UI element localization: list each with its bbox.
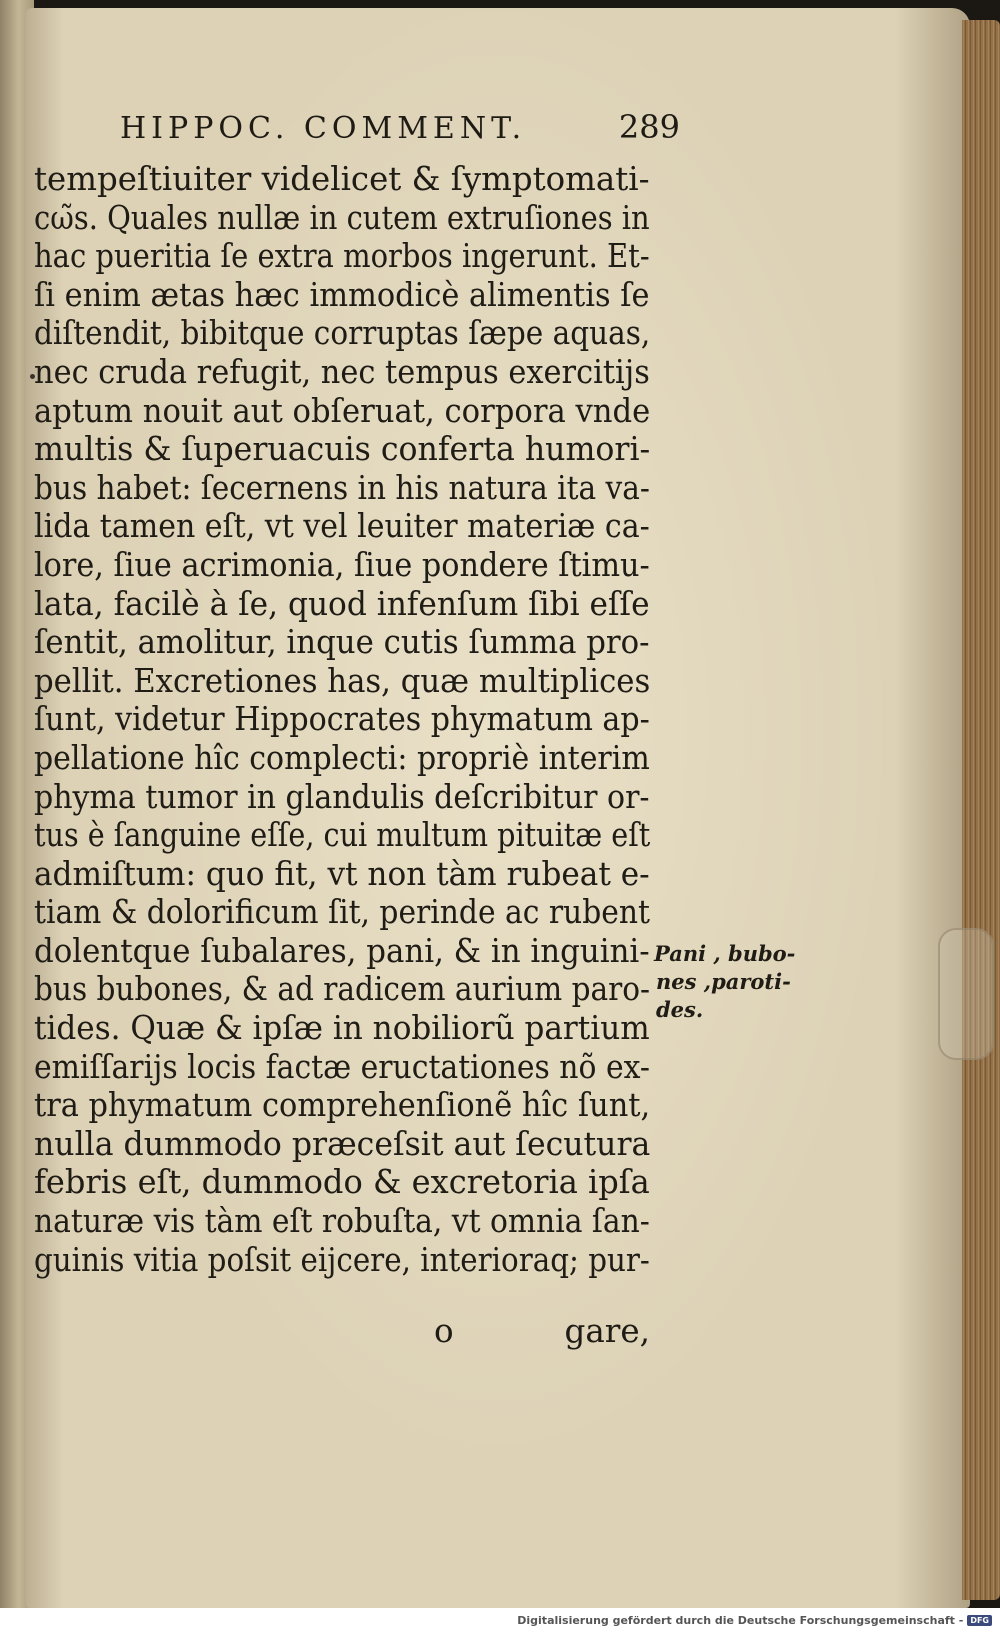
catchword: gare, xyxy=(564,1312,650,1350)
text-line: bus bubones, & ad radicem aurium paro- xyxy=(34,970,651,1009)
margin-note xyxy=(654,940,834,1024)
text-line: admiſtum: quo fit, vt non tàm rubeat e- xyxy=(34,854,650,893)
text-line: phyma tumor in glandulis deſcribitur or- xyxy=(34,777,650,816)
text-line: pellit. Excretiones has, quæ multiplices xyxy=(34,661,651,700)
text-line: hac pueritia ſe extra morbos ingerunt. Et- xyxy=(34,237,650,276)
text-line: lore, ſiue acrimonia, ſiue pondere ſtimu- xyxy=(34,545,650,584)
text-line: tempeſtiuiter videlicet & ſymptomati- xyxy=(34,160,650,198)
text-line: nec cruda refugit, nec tempus exercitijs xyxy=(34,352,650,391)
text-line: ſentit, amolitur, inque cutis ſumma pro- xyxy=(34,623,650,662)
text-line: nulla dummodo præceſsit aut ſecutura xyxy=(34,1124,651,1163)
text-line: febris eſt, dummodo & excretoria ipſa xyxy=(34,1163,650,1202)
text-line: aptum nouit aut obſeruat, corpora vnde xyxy=(34,391,651,430)
text-line: tides. Quæ & ipſæ in nobiliorũ partium xyxy=(34,1009,650,1048)
text-line: naturæ vis tàm eſt robuſta, vt omnia ſan- xyxy=(34,1202,650,1241)
page-edges-stack xyxy=(962,20,1000,1600)
text-line: guinis vitia poſsit eijcere, interioraq; pur- xyxy=(34,1240,650,1279)
body-text xyxy=(34,160,674,1279)
text-line: cω̃s. Quales nullæ in cutem extruſiones in xyxy=(34,198,650,237)
catchword-row xyxy=(34,1312,650,1352)
bookmark-tab xyxy=(938,928,994,1060)
signature-mark: o xyxy=(434,1312,454,1350)
funding-credit xyxy=(517,1614,992,1627)
running-head xyxy=(120,108,680,146)
text-line: diſtendit, bibitque corruptas ſæpe aquas, xyxy=(34,314,651,353)
text-line: emiſſarijs locis factæ eructationes nõ ex- xyxy=(34,1047,650,1086)
text-line: multis & ſuperuacuis conferta humori- xyxy=(34,430,651,469)
text-line: lata, facilè à ſe, quod infenſum ſibi eſſe xyxy=(34,584,650,623)
dfg-logo: DFG xyxy=(967,1615,992,1626)
text-line: pellatione hîc complecti: propriè interim xyxy=(34,738,650,777)
text-line: tiam & dolorificum ſit, perinde ac rubent xyxy=(34,893,650,932)
text-line: ſi enim ætas hæc immodicè alimentis ſe xyxy=(34,275,650,314)
page-number: 289 xyxy=(618,108,680,146)
text-line: ſunt, videtur Hippocrates phymatum ap- xyxy=(34,700,650,739)
text-line: lida tamen eſt, vt vel leuiter materiæ ca- xyxy=(34,507,650,546)
text-line: bus habet: ſecernens in his natura ita va- xyxy=(34,468,650,507)
text-line: dolentque ſubalares, pani, & in inguini- xyxy=(34,931,650,970)
margin-note-line: Pani , bubo- xyxy=(654,941,796,966)
text-line: tus è ſanguine eſſe, cui multum pituitæ eſt xyxy=(34,816,651,855)
credit-text: Digitalisierung gefördert durch die Deutsche Forschungsgemeinschaft - xyxy=(517,1614,964,1627)
margin-note-line: des. xyxy=(656,997,704,1022)
text-line: tra phymatum comprehenſionẽ hîc ſunt, xyxy=(34,1086,651,1125)
running-head-title: HIPPOC. COMMENT. xyxy=(120,111,527,146)
margin-note-line: nes ,paroti- xyxy=(656,969,791,994)
